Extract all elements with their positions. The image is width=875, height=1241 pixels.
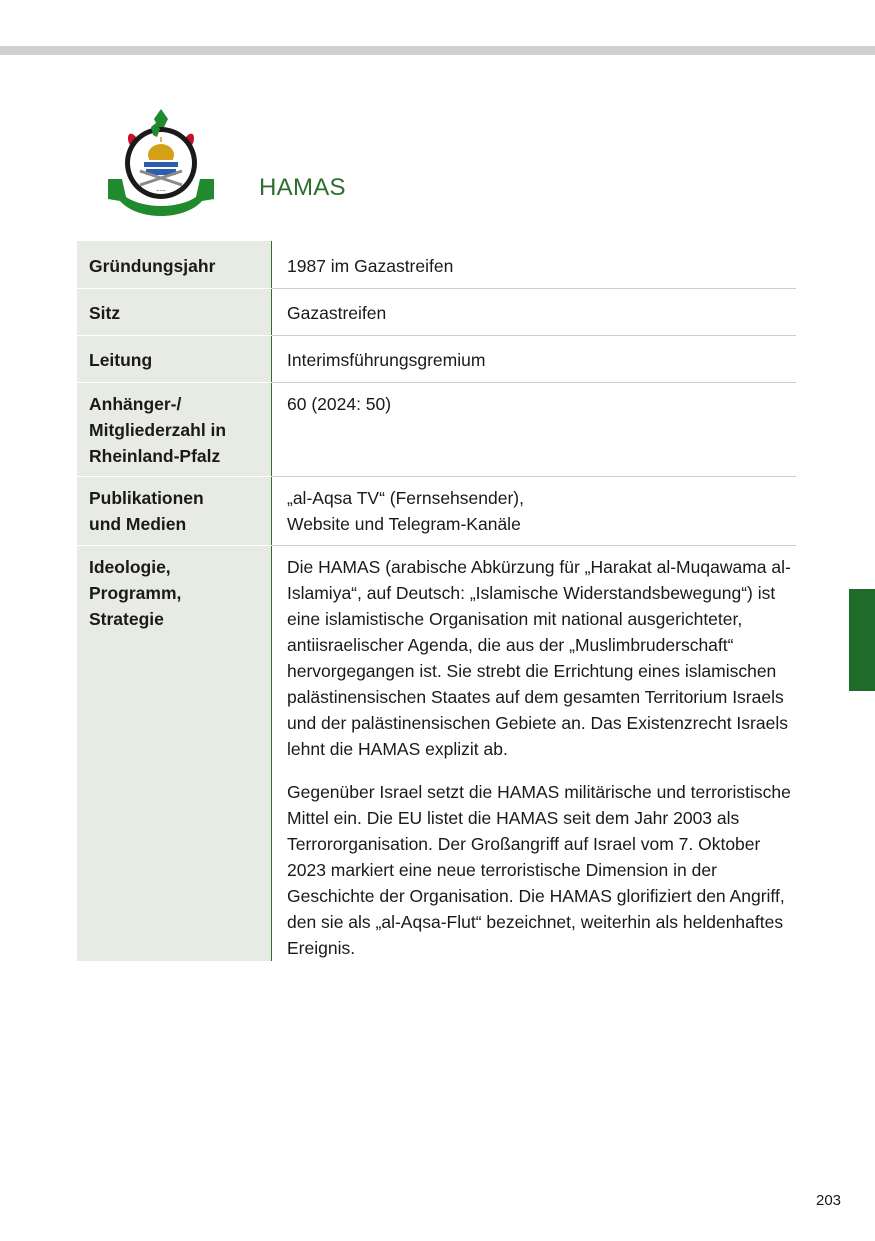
chapter-tab-marker [849,589,875,691]
row-value: Gazastreifen [272,289,797,336]
organization-title: HAMAS [259,174,346,201]
description-paragraph: Die HAMAS (arabische Abkürzung für „Harakat al-Muqawama al-Islamiya“, auf Deutsch: „Islamische Widerstandsbewegung“) ist eine islamistische Organisation mit national ausgerichteter, antiisraelischer Agenda, die aus der „Muslimbruderschaft“ hervorgegangen ist. Sie strebt die Errichtung eines islamischen palästinensischen Staates auf dem gesamten Territorium Israels und der palästinensischen Gebiete an. Das Existenzrecht Israels lehnt die HAMAS explizit ab. [287,557,791,759]
page-number: 203 [816,1192,842,1209]
row-label: Anhänger-/ Mitgliederzahl in Rheinland-Pfalz [77,383,272,477]
row-label: Publikationen und Medien [77,477,272,546]
row-value: 1987 im Gazastreifen [272,241,797,289]
row-value: Interimsführungsgremium [272,336,797,383]
row-value [272,546,797,962]
table-row [77,477,796,546]
row-label: Leitung [77,336,272,383]
svg-text:~ ~ ~ ~ ~: ~ ~ ~ ~ ~ [147,201,175,207]
row-label: Sitz [77,289,272,336]
row-value: 60 (2024: 50) [272,383,797,477]
table-row [77,289,796,336]
row-label: Gründungsjahr [77,241,272,289]
row-value: „al-Aqsa TV“ (Fernsehsender), Website und Telegram-Kanäle [272,477,797,546]
table-row [77,241,796,289]
table-row [77,546,796,962]
table-row [77,383,796,477]
top-rule [0,46,875,55]
description-paragraph: Gegenüber Israel setzt die HAMAS militärische und terroristische Mittel ein. Die EU listet die HAMAS seit dem Jahr 2003 als Terrororganisation. Der Großangriff auf Israel vom 7. Oktober 2023 markiert eine neue terroristische Dimension in der Geschichte der Organisation. Die HAMAS glorifiziert den Angriff, den sie als „al-Aqsa-Flut“ bezeichnet, weiterhin als heldenhaftes Ereignis. [287,782,791,958]
organization-profile-table [77,241,796,961]
svg-text:~~~: ~~~ [155,188,167,193]
row-label: Ideologie, Programm, Strategie [77,546,272,962]
hamas-emblem-icon [104,105,218,227]
table-row [77,336,796,383]
